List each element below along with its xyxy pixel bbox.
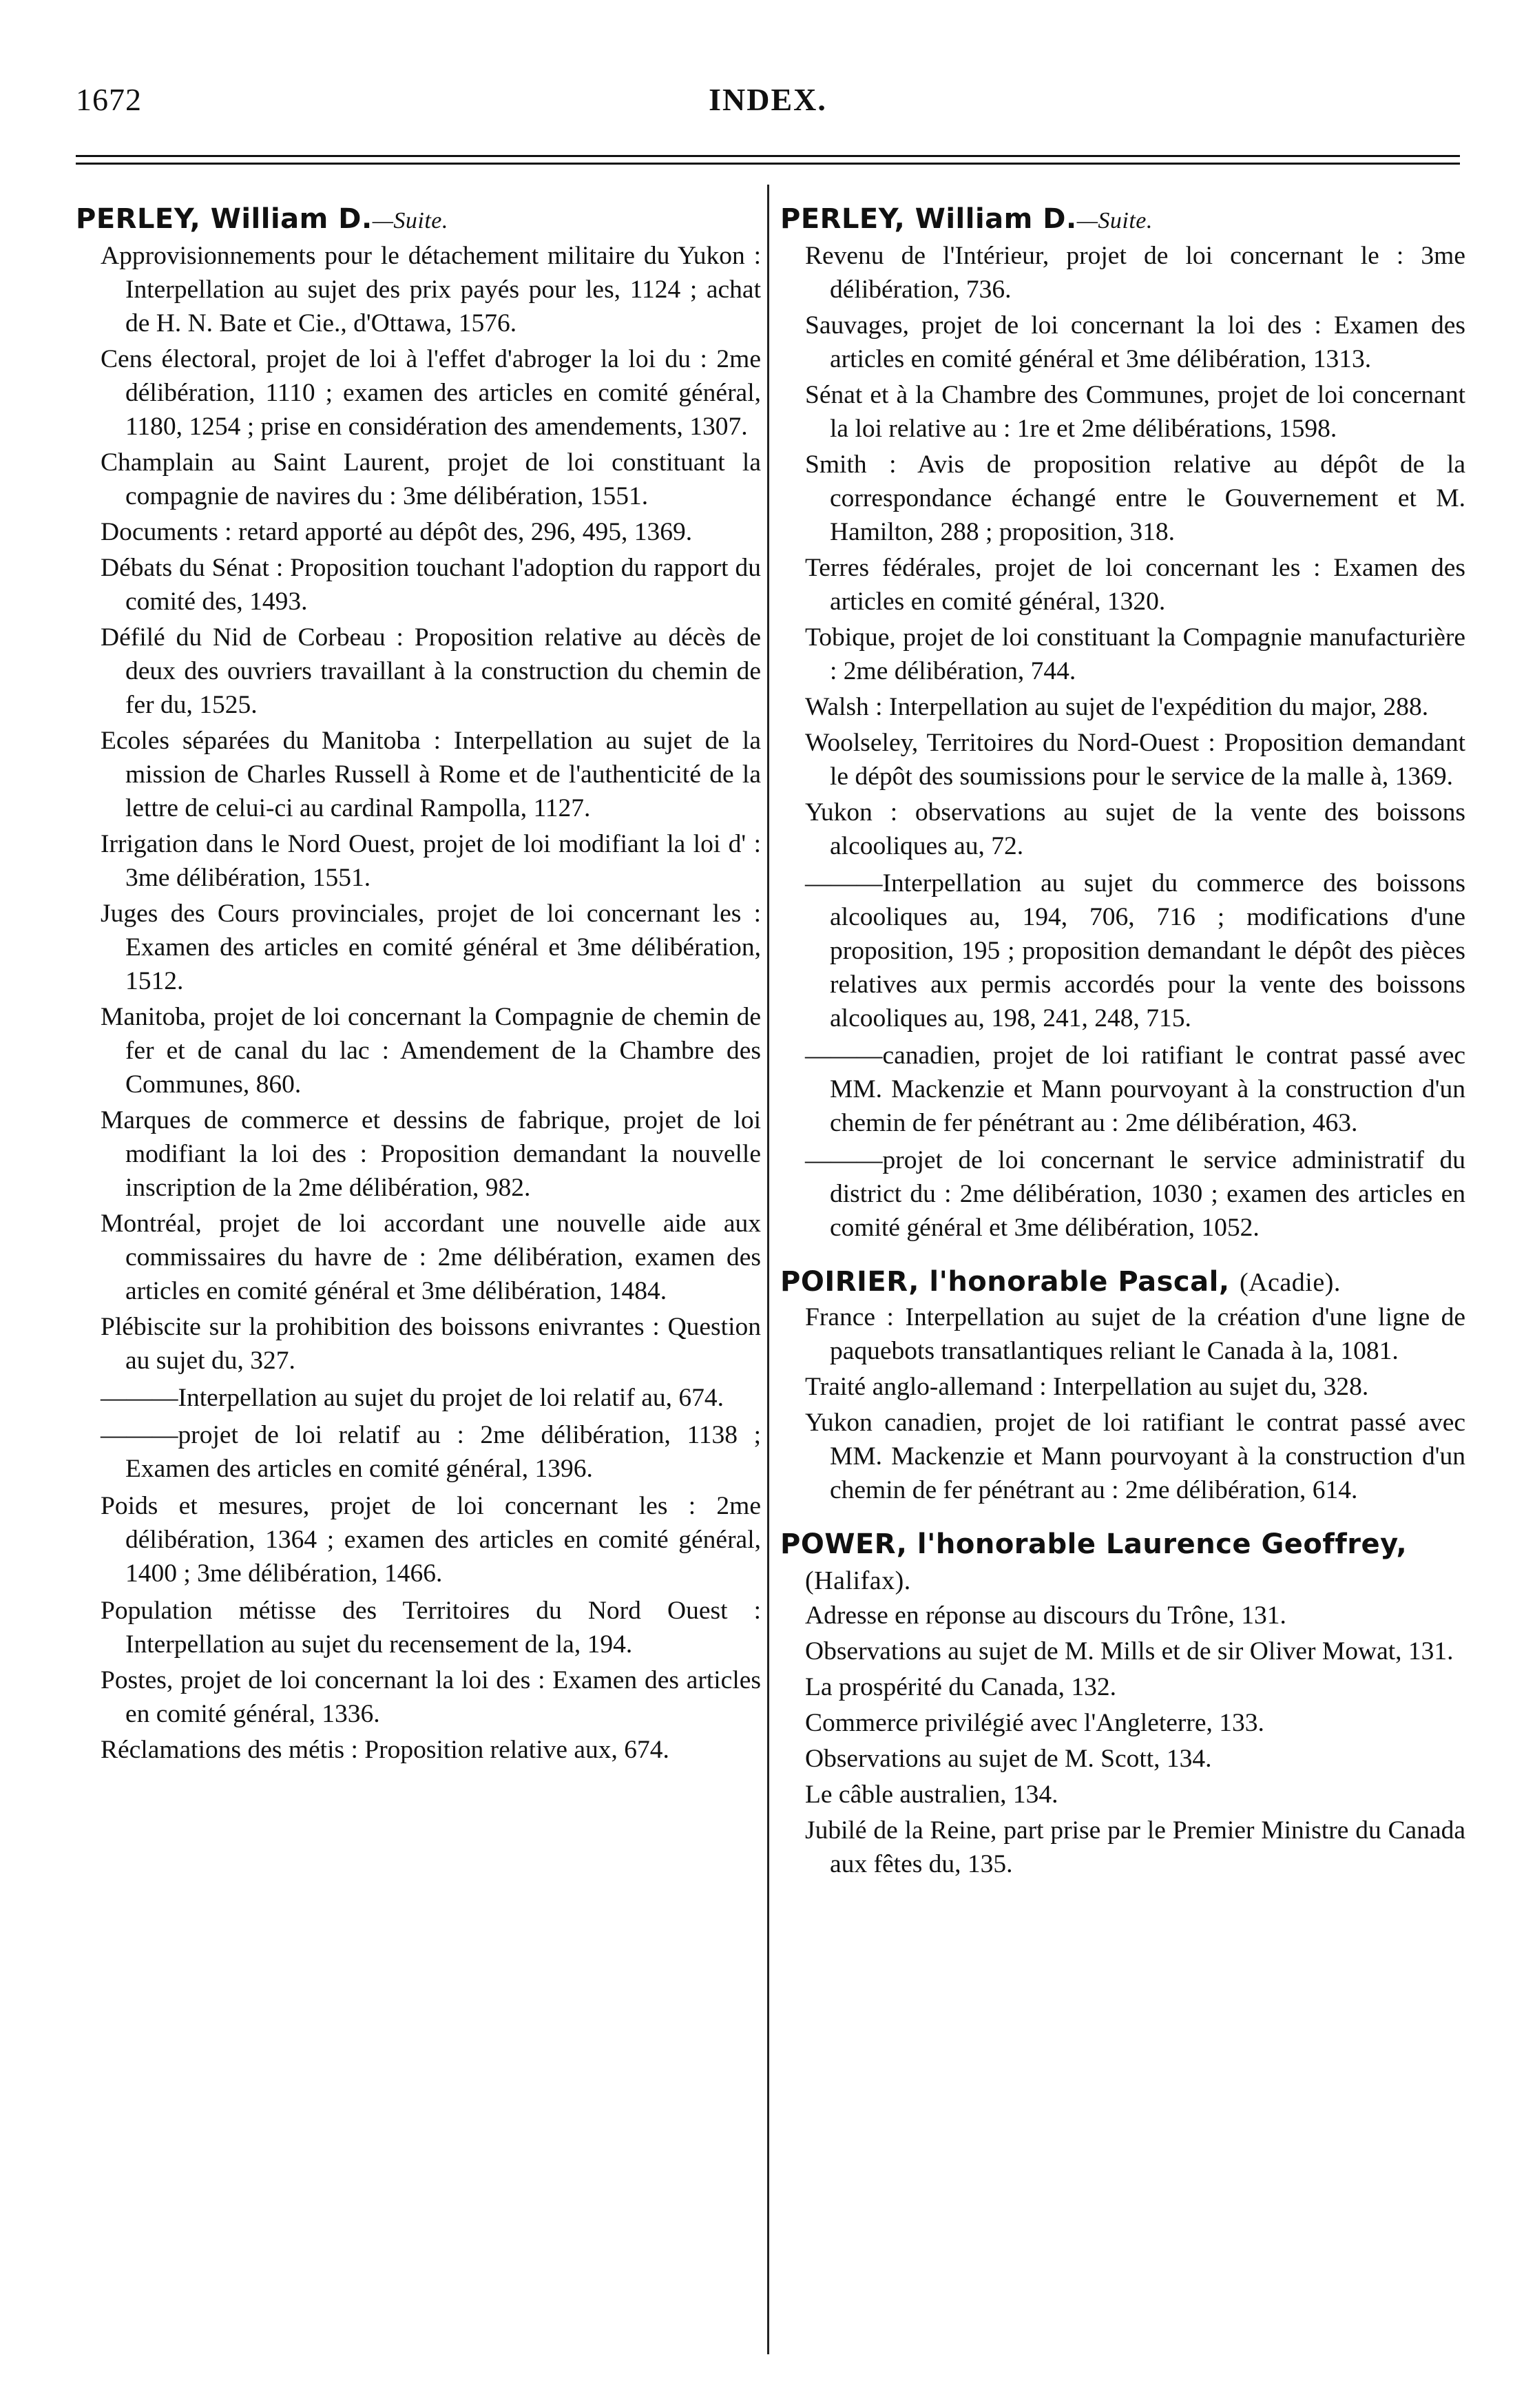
- index-entry: Ecoles séparées du Manitoba : Interpellation au sujet de la mission de Charles Russell à Rome et de l'authenticité de la lettre de celui-ci au cardinal Rampolla, 1127.: [101, 727, 761, 822]
- index-entry: Le câble australien, 134.: [805, 1781, 1058, 1809]
- index-entry: Débats du Sénat : Proposition touchant l'adoption du rapport du comité des, 1493.: [101, 554, 761, 616]
- index-entry: Terres fédérales, projet de loi concernant les : Examen des articles en comité général, 1320.: [805, 554, 1465, 616]
- index-entry: Champlain au Saint Laurent, projet de loi constituant la compagnie de navires du : 3me délibération, 1551.: [101, 448, 761, 510]
- index-entry: La prospérité du Canada, 132.: [805, 1673, 1116, 1701]
- index-block: [780, 1264, 1465, 1507]
- index-block: [76, 201, 761, 1767]
- index-entry: Poids et mesures, projet de loi concernant les : 2me délibération, 1364 ; examen des articles en comité général, 1400 ; 3me délibération, 1466.: [101, 1492, 761, 1588]
- index-entry: Plébiscite sur la prohibition des boissons enivrantes : Question au sujet du, 327.: [101, 1313, 761, 1375]
- right-column: [780, 201, 1465, 1900]
- riding-label: (Halifax).: [805, 1566, 911, 1595]
- index-subentry: ———canadien, projet de loi ratifiant le contrat passé avec MM. Mackenzie et Mann pourvoyant à la construction d'un chemin de fer pénétrant au : 2me délibération, 463.: [805, 1041, 1465, 1137]
- index-entry: Approvisionnements pour le détachement militaire du Yukon : Interpellation au sujet des prix payés pour les, 1124 ; achat de H. N. Bate et Cie., d'Ottawa, 1576.: [101, 242, 761, 338]
- index-entry: Tobique, projet de loi constituant la Compagnie manufacturière : 2me délibération, 744.: [805, 623, 1465, 685]
- index-entry: Manitoba, projet de loi concernant la Compagnie de chemin de fer et de canal du lac : Amendement de la Chambre des Communes, 860.: [101, 1003, 761, 1099]
- index-subentry: ———projet de loi relatif au : 2me délibération, 1138 ; Examen des articles en comité général, 1396.: [101, 1421, 761, 1483]
- index-entry: Marques de commerce et dessins de fabrique, projet de loi modifiant la loi des : Proposition demandant la nouvelle inscription de la 2me délibération, 982.: [101, 1106, 761, 1202]
- index-entry: Population métisse des Territoires du Nord Ouest : Interpellation au sujet du recensement de la, 194.: [101, 1597, 761, 1659]
- person-name: PERLEY, William D.: [780, 203, 1077, 235]
- index-entry: Jubilé de la Reine, part prise par le Premier Ministre du Canada aux fêtes du, 135.: [805, 1816, 1465, 1878]
- index-entry: Walsh : Interpellation au sujet de l'expédition du major, 288.: [805, 693, 1429, 721]
- index-entry: Adresse en réponse au discours du Trône, 131.: [805, 1601, 1286, 1630]
- index-entry: Sénat et à la Chambre des Communes, projet de loi concernant la loi relative au : 1re et 2me délibérations, 1598.: [805, 381, 1465, 443]
- page-header: [76, 81, 1460, 136]
- index-entry: Sauvages, projet de loi concernant la loi des : Examen des articles en comité général et 3me délibération, 1313.: [805, 311, 1465, 373]
- index-entry: Observations au sujet de M. Mills et de sir Oliver Mowat, 131.: [805, 1637, 1454, 1665]
- index-block: [780, 1526, 1465, 1881]
- page-number: 1672: [76, 82, 142, 117]
- column-divider: [767, 185, 769, 2354]
- page-title: INDEX.: [709, 82, 827, 117]
- index-entry: Observations au sujet de M. Scott, 134.: [805, 1745, 1212, 1773]
- index-subentry: ———Interpellation au sujet du projet de loi relatif au, 674.: [101, 1384, 724, 1412]
- person-name: POIRIER, l'honorable Pascal,: [780, 1266, 1230, 1298]
- index-entry: Irrigation dans le Nord Ouest, projet de loi modifiant la loi d' : 3me délibération, 1551.: [101, 830, 761, 892]
- header-rule: [76, 155, 1460, 157]
- header-rule-double: [76, 163, 1460, 165]
- index-block: [780, 201, 1465, 1245]
- index-entry: Traité anglo-allemand : Interpellation au sujet du, 328.: [805, 1373, 1369, 1401]
- index-entry: Défilé du Nid de Corbeau : Proposition relative au décès de deux des ouvriers travaillant à la construction du chemin de fer du, 1525.: [101, 623, 761, 719]
- index-entry: France : Interpellation au sujet de la création d'une ligne de paquebots transatlantiques reliant le Canada à la, 1081.: [805, 1303, 1465, 1365]
- index-entry: Revenu de l'Intérieur, projet de loi concernant le : 3me délibération, 736.: [805, 242, 1465, 304]
- suite-label: —Suite.: [1076, 208, 1153, 233]
- left-column: [76, 201, 761, 1786]
- person-name: PERLEY, William D.: [76, 203, 373, 235]
- index-heading: [780, 1264, 1465, 1300]
- index-heading: [76, 201, 761, 239]
- index-entry: Yukon canadien, projet de loi ratifiant le contrat passé avec MM. Mackenzie et Mann pourvoyant à la construction d'un chemin de fer pénétrant au : 2me délibération, 614.: [805, 1409, 1465, 1504]
- person-name: POWER, l'honorable Laurence Geoffrey,: [780, 1528, 1408, 1560]
- index-entry: Documents : retard apporté au dépôt des, 296, 495, 1369.: [101, 518, 693, 546]
- index-entry: Yukon : observations au sujet de la vente des boissons alcooliques au, 72.: [805, 798, 1465, 860]
- index-entry: Montréal, projet de loi accordant une nouvelle aide aux commissaires du havre de : 2me délibération, examen des articles en comité général et 3me délibération, 1484.: [101, 1210, 761, 1305]
- index-entry: Woolseley, Territoires du Nord-Ouest : Proposition demandant le dépôt des soumissions pour le service de la malle à, 1369.: [805, 729, 1465, 791]
- index-entry: Cens électoral, projet de loi à l'effet d'abroger la loi du : 2me délibération, 1110 ; examen des articles en comité général, 1180, 1254 ; prise en considération des amendements, 1307.: [101, 345, 761, 441]
- index-subentry: ———Interpellation au sujet du commerce des boissons alcooliques au, 194, 706, 716 ; modifications d'une proposition, 195 ; proposition demandant le dépôt des pièces relatives aux permis accordés pour la vente des boissons alcooliques au, 198, 241, 248, 715.: [805, 869, 1465, 1032]
- index-entry: Postes, projet de loi concernant la loi des : Examen des articles en comité général, 1336.: [101, 1666, 761, 1728]
- index-subentry: ———projet de loi concernant le service administratif du district du : 2me délibération, 1030 ; examen des articles en comité général et 3me délibération, 1052.: [805, 1146, 1465, 1242]
- index-entry: Réclamations des métis : Proposition relative aux, 674.: [101, 1736, 669, 1764]
- index-heading: [780, 1526, 1465, 1599]
- suite-label: —Suite.: [372, 208, 448, 233]
- index-entry: Juges des Cours provinciales, projet de loi concernant les : Examen des articles en comité général et 3me délibération, 1512.: [101, 900, 761, 995]
- index-entry: Commerce privilégié avec l'Angleterre, 133.: [805, 1709, 1264, 1737]
- index-heading: [780, 201, 1465, 239]
- riding-label: (Acadie).: [1239, 1268, 1341, 1297]
- index-entry: Smith : Avis de proposition relative au dépôt de la correspondance échangé entre le Gouvernement et M. Hamilton, 288 ; proposition, 318.: [805, 450, 1465, 546]
